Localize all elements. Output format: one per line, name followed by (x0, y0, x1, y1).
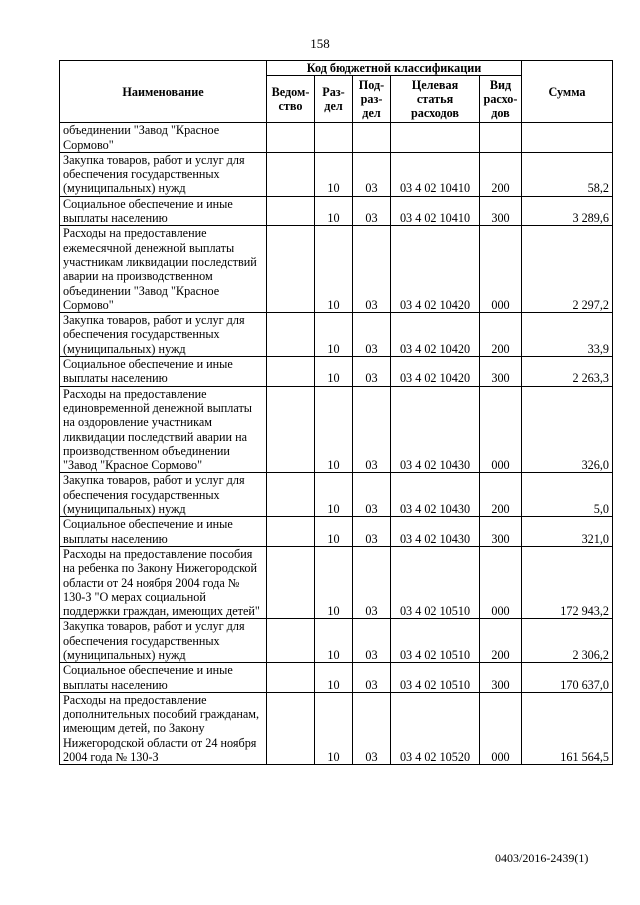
cell-name: Социальное обеспечение и иные выплаты населению (60, 196, 267, 226)
cell-expense-type: 000 (480, 692, 522, 764)
cell-vedomstvo (267, 386, 315, 473)
cell-vedomstvo (267, 152, 315, 196)
table-row (60, 313, 613, 357)
cell-razdel: 10 (315, 619, 353, 663)
cell-expense-type: 200 (480, 152, 522, 196)
cell-razdel: 10 (315, 357, 353, 387)
cell-podrazdel: 03 (353, 517, 391, 547)
cell-sum: 58,2 (522, 152, 613, 196)
cell-sum: 170 637,0 (522, 663, 613, 693)
budget-table (59, 60, 613, 765)
cell-expense-type: 300 (480, 196, 522, 226)
header-sum: Сумма (522, 61, 613, 123)
cell-sum: 2 306,2 (522, 619, 613, 663)
cell-razdel: 10 (315, 196, 353, 226)
cell-target-article: 03 4 02 10510 (391, 546, 480, 618)
table-row (60, 357, 613, 387)
cell-sum: 172 943,2 (522, 546, 613, 618)
cell-name: Закупка товаров, работ и услуг для обеспечения государственных (муниципальных) нужд (60, 152, 267, 196)
cell-expense-type (480, 123, 522, 153)
cell-vedomstvo (267, 196, 315, 226)
table-row (60, 473, 613, 517)
table-row (60, 619, 613, 663)
cell-target-article: 03 4 02 10510 (391, 663, 480, 693)
cell-podrazdel: 03 (353, 386, 391, 473)
cell-name: Закупка товаров, работ и услуг для обеспечения государственных (муниципальных) нужд (60, 473, 267, 517)
cell-expense-type: 000 (480, 386, 522, 473)
cell-sum: 326,0 (522, 386, 613, 473)
cell-vedomstvo (267, 473, 315, 517)
cell-expense-type: 200 (480, 619, 522, 663)
cell-podrazdel (353, 123, 391, 153)
cell-vedomstvo (267, 123, 315, 153)
cell-razdel: 10 (315, 663, 353, 693)
cell-name: Расходы на предоставление единовременной денежной выплаты на оздоровление участникам ликвидации последствий аварии на производственном объединении "Завод "Красное Сормово" (60, 386, 267, 473)
header-vedomstvo: Ведом-ство (267, 76, 315, 123)
cell-expense-type: 300 (480, 357, 522, 387)
cell-sum: 33,9 (522, 313, 613, 357)
cell-target-article: 03 4 02 10410 (391, 152, 480, 196)
table-row (60, 123, 613, 153)
cell-podrazdel: 03 (353, 546, 391, 618)
cell-vedomstvo (267, 313, 315, 357)
cell-target-article: 03 4 02 10510 (391, 619, 480, 663)
cell-podrazdel: 03 (353, 357, 391, 387)
cell-expense-type: 000 (480, 226, 522, 313)
cell-vedomstvo (267, 517, 315, 547)
cell-sum: 3 289,6 (522, 196, 613, 226)
cell-vedomstvo (267, 357, 315, 387)
cell-podrazdel: 03 (353, 226, 391, 313)
cell-target-article: 03 4 02 10430 (391, 517, 480, 547)
cell-sum: 2 297,2 (522, 226, 613, 313)
table-row (60, 517, 613, 547)
cell-razdel: 10 (315, 152, 353, 196)
cell-podrazdel: 03 (353, 313, 391, 357)
cell-razdel: 10 (315, 692, 353, 764)
table-row (60, 152, 613, 196)
cell-expense-type: 300 (480, 517, 522, 547)
header-name: Наименование (60, 61, 267, 123)
cell-vedomstvo (267, 546, 315, 618)
header-podrazdel: Под-раз-дел (353, 76, 391, 123)
cell-target-article (391, 123, 480, 153)
cell-razdel: 10 (315, 386, 353, 473)
cell-razdel: 10 (315, 546, 353, 618)
table-body (60, 123, 613, 765)
table-row (60, 692, 613, 764)
cell-name: Закупка товаров, работ и услуг для обеспечения государственных (муниципальных) нужд (60, 619, 267, 663)
table-row (60, 546, 613, 618)
cell-sum: 161 564,5 (522, 692, 613, 764)
cell-target-article: 03 4 02 10420 (391, 357, 480, 387)
cell-name: Расходы на предоставление дополнительных пособий гражданам, имеющим детей, по Закону Нижегородской области от 24 ноября 2004 года № 130-З (60, 692, 267, 764)
cell-vedomstvo (267, 619, 315, 663)
cell-name: Социальное обеспечение и иные выплаты населению (60, 663, 267, 693)
header-classification-group: Код бюджетной классификации (267, 61, 522, 76)
table-row (60, 226, 613, 313)
header-target-article: Целевая статья расходов (391, 76, 480, 123)
cell-sum (522, 123, 613, 153)
cell-name: Закупка товаров, работ и услуг для обеспечения государственных (муниципальных) нужд (60, 313, 267, 357)
cell-target-article: 03 4 02 10420 (391, 313, 480, 357)
cell-target-article: 03 4 02 10430 (391, 473, 480, 517)
cell-sum: 5,0 (522, 473, 613, 517)
cell-target-article: 03 4 02 10420 (391, 226, 480, 313)
cell-expense-type: 200 (480, 473, 522, 517)
cell-razdel: 10 (315, 517, 353, 547)
cell-sum: 2 263,3 (522, 357, 613, 387)
cell-podrazdel: 03 (353, 663, 391, 693)
header-expense-type: Вид расхо-дов (480, 76, 522, 123)
cell-name: объединении "Завод "Красное Сормово" (60, 123, 267, 153)
cell-podrazdel: 03 (353, 473, 391, 517)
cell-target-article: 03 4 02 10410 (391, 196, 480, 226)
table-row (60, 663, 613, 693)
document-code: 0403/2016-2439(1) (495, 851, 589, 865)
cell-name: Социальное обеспечение и иные выплаты населению (60, 517, 267, 547)
table-row (60, 196, 613, 226)
cell-podrazdel: 03 (353, 196, 391, 226)
cell-name: Расходы на предоставление пособия на ребенка по Закону Нижегородской области от 24 ноября 2004 года № 130-З "О мерах социальной поддержки граждан, имеющих детей" (60, 546, 267, 618)
cell-expense-type: 200 (480, 313, 522, 357)
header-razdel: Раз-дел (315, 76, 353, 123)
cell-expense-type: 000 (480, 546, 522, 618)
cell-target-article: 03 4 02 10520 (391, 692, 480, 764)
cell-vedomstvo (267, 663, 315, 693)
cell-podrazdel: 03 (353, 152, 391, 196)
cell-expense-type: 300 (480, 663, 522, 693)
cell-name: Социальное обеспечение и иные выплаты населению (60, 357, 267, 387)
cell-vedomstvo (267, 692, 315, 764)
cell-razdel (315, 123, 353, 153)
table-row (60, 386, 613, 473)
cell-name: Расходы на предоставление ежемесячной денежной выплаты участникам ликвидации последствий аварии на производственном объединении "Завод "Красное Сормово" (60, 226, 267, 313)
cell-vedomstvo (267, 226, 315, 313)
cell-razdel: 10 (315, 226, 353, 313)
cell-target-article: 03 4 02 10430 (391, 386, 480, 473)
cell-razdel: 10 (315, 313, 353, 357)
cell-sum: 321,0 (522, 517, 613, 547)
page-number: 158 (310, 36, 330, 51)
cell-razdel: 10 (315, 473, 353, 517)
cell-podrazdel: 03 (353, 692, 391, 764)
cell-podrazdel: 03 (353, 619, 391, 663)
